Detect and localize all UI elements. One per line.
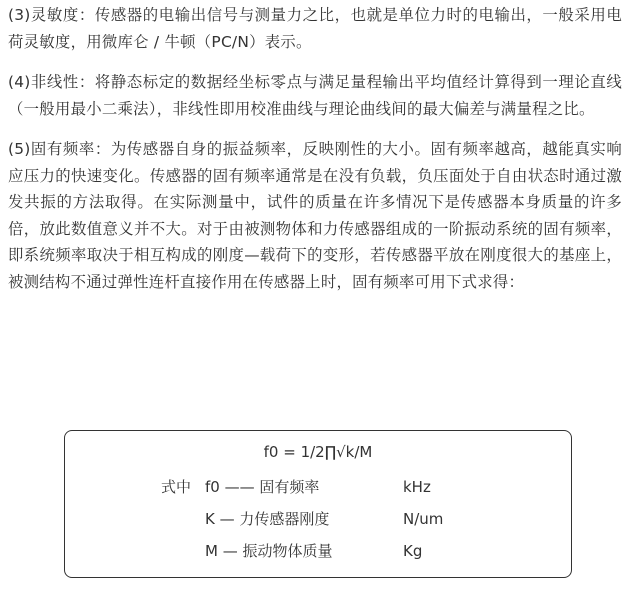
formula-term-f0: f0 —— 固有频率: [205, 478, 320, 496]
formula-unit-f0: kHz: [403, 478, 431, 496]
formula-unit-m: Kg: [403, 542, 423, 560]
formula-equation: f0 = 1/2∏√k/M: [263, 443, 373, 461]
paragraph-natural-frequency: (5)固有频率：为传感器自身的振益频率，反映刚性的大小。固有频率越高，越能真实响应压力的快速变化。传感器的固有频率通常是在没有负载，负压面处于自由状态时通过激发共振的方法取得。在实际测量中，试件的质量在许多情况下是传感器本身质量的许多倍，放此数值意义并不大。对于由被测物体和力传感器组成的一阶振动系统的固有频率，即系统频率取决于相互构成的刚度—载荷下的变形，若传感器平放在刚度很大的基座上，被测结构不通过弹性连杆直接作用在传感器上时，固有频率可用下式求得：: [8, 140, 622, 291]
formula-unit-k: N/um: [403, 510, 444, 528]
formula-box: [64, 430, 572, 578]
paragraph-sensitivity: (3)灵敏度：传感器的电输出信号与测量力之比，也就是单位力时的电输出，一般采用电荷灵敏度，用微库仑 / 牛顿（PC/N）表示。: [8, 6, 622, 51]
formula-row-f0: [65, 475, 571, 499]
formula-row-m: [65, 539, 571, 563]
paragraph-nonlinearity: (4)非线性：将静态标定的数据经坐标零点与满足量程输出平均值经计算得到一理论直线（一般用最小二乘法），非线性即用校准曲线与理论曲线间的最大偏差与满量程之比。: [8, 73, 622, 118]
formula-prefix: 式中: [161, 478, 192, 496]
document-body: [8, 2, 622, 309]
formula-term-m: M — 振动物体质量: [205, 542, 333, 560]
formula-row-k: [65, 507, 571, 531]
formula-term-k: K — 力传感器刚度: [205, 510, 330, 528]
